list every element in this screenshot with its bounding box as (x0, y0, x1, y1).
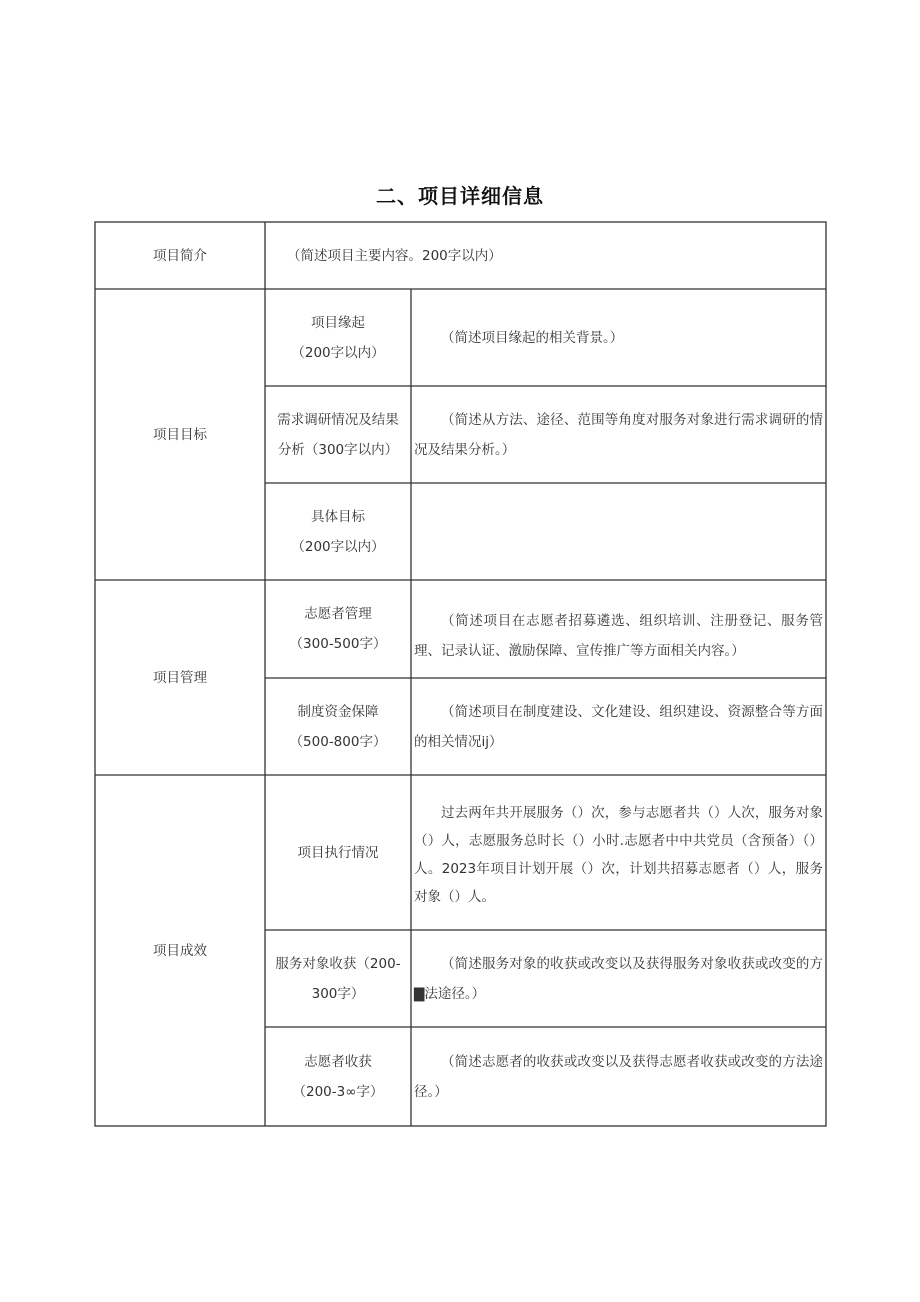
beneficiary-label-line1: 服务对象收获（200- (275, 955, 401, 972)
origin-label-line2: （200字以内） (291, 344, 385, 361)
goals-label (95, 289, 265, 580)
origin-desc-cell[interactable] (411, 289, 826, 386)
specific-label (265, 483, 411, 580)
system-desc-cell[interactable] (411, 678, 826, 775)
beneficiary-desc: （简述服务对象的收获或改变以及获得服务对象收获或改变的方▇法途径。） (414, 955, 823, 1002)
research-desc-cell[interactable] (411, 386, 826, 483)
summary-label-text: 项目简介 (153, 247, 207, 264)
goals-label-text: 项目目标 (153, 426, 207, 443)
origin-desc: （简述项目缘起的相关背景。） (441, 329, 624, 346)
volunteer-mgmt-desc: （简述项目在志愿者招募遴选、组织培训、注册登记、服务管理、记录认证、激励保障、宣传推广等方面相关内容。） (414, 613, 823, 659)
execution-desc: 过去两年共开展服务（）次，参与志愿者共（）人次，服务对象（）人，志愿服务总时长（）小时.志愿者中中共党员（含预备）（）人。2023年项目计划开展（）次，计划共招募志愿者（）人，服务对象（）人。 (414, 804, 823, 905)
volunteer-gain-desc: （简述志愿者的收获或改变以及获得志愿者收获或改变的方法途径。） (414, 1053, 823, 1100)
specific-desc-cell[interactable] (411, 483, 826, 580)
origin-label-line1: 项目缘起 (311, 314, 365, 331)
origin-label (265, 289, 411, 386)
volunteer-mgmt-label-line2: （300-500字） (289, 636, 387, 652)
execution-desc-cell[interactable] (411, 775, 826, 930)
management-label-text: 项目管理 (153, 669, 207, 686)
research-desc: （简述从方法、途径、范围等角度对服务对象进行需求调研的情况及结果分析。） (414, 411, 823, 458)
management-label (95, 580, 265, 775)
volunteer-gain-label-line2: （200-3∞字） (292, 1083, 384, 1100)
results-label-text: 项目成效 (153, 942, 207, 959)
volunteer-gain-label (265, 1027, 411, 1126)
system-label-line1: 制度资金保障 (297, 703, 379, 720)
page-title: 二、项目详细信息 (376, 184, 544, 208)
results-label (95, 775, 265, 1126)
research-label-line1: 需求调研情况及结果 (277, 411, 399, 428)
volunteer-gain-desc-cell[interactable] (411, 1027, 826, 1126)
summary-label (95, 222, 265, 289)
specific-label-line2: （200字以内） (291, 538, 385, 555)
beneficiary-desc-cell[interactable] (411, 930, 826, 1027)
volunteer-gain-label-line1: 志愿者收获 (304, 1053, 372, 1070)
beneficiary-label-line2: 300字） (311, 985, 365, 1002)
summary-desc: （简述项目主要内容。200字以内） (287, 247, 502, 264)
system-label (265, 678, 411, 775)
volunteer-mgmt-label (265, 580, 411, 678)
specific-label-line1: 具体目标 (311, 508, 365, 525)
system-desc: （简述项目在制度建设、文化建设、组织建设、资源整合等方面的相关情况ij） (414, 703, 823, 750)
beneficiary-label (265, 930, 411, 1027)
system-label-line2: （500-800字） (289, 733, 387, 750)
execution-label (265, 775, 411, 930)
execution-label-text: 项目执行情况 (297, 844, 379, 861)
research-label-line2: 分析（300字以内） (277, 441, 399, 458)
research-label (265, 386, 411, 483)
volunteer-mgmt-label-line1: 志愿者管理 (304, 606, 372, 622)
volunteer-mgmt-desc-cell[interactable] (411, 580, 826, 678)
summary-desc-cell[interactable] (265, 222, 826, 289)
